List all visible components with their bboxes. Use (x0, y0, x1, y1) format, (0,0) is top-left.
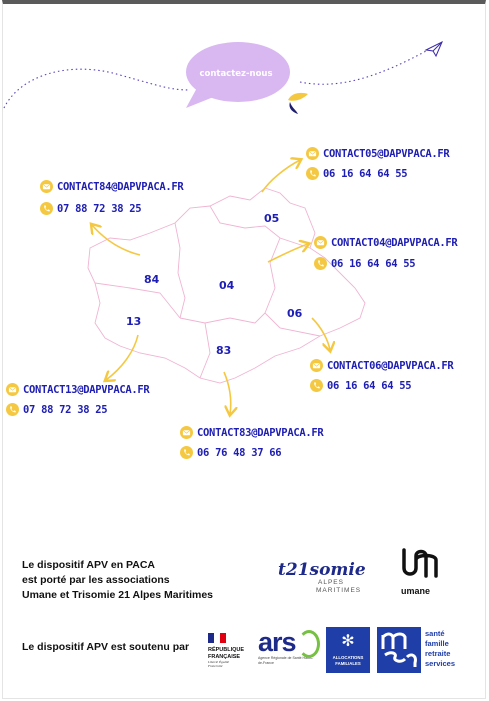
phone-text: 06 16 64 64 55 (323, 167, 408, 180)
msa-tagline (425, 629, 455, 669)
arrow-84 (92, 225, 140, 255)
msa-line-1: santé (425, 629, 445, 638)
msa-line-2: famille (425, 639, 449, 648)
trisomie-name: t21somie (278, 560, 366, 580)
trisomie-21-logo (278, 562, 388, 596)
phone-icon (180, 446, 193, 459)
department-04-label: 04 (219, 279, 235, 292)
contact-06-phone[interactable] (310, 379, 411, 392)
email-text: CONTACT13@DAPVPACA.FR (23, 383, 150, 396)
footer-line-3: Umane et Trisomie 21 Alpes Maritimes (22, 589, 214, 601)
ars-subtext: Agence Régionale de Santé Hauts-de-France (258, 656, 313, 665)
department-84-label: 84 (144, 273, 160, 286)
email-text: CONTACT84@DAPVPACA.FR (57, 180, 184, 193)
msa-line-4: services (425, 659, 456, 668)
department-05-label: 05 (264, 212, 280, 225)
contact-84-email[interactable] (40, 180, 183, 193)
umane-text: umane (401, 586, 431, 596)
email-icon (180, 426, 193, 439)
phone-text: 06 16 64 64 55 (327, 379, 412, 392)
email-text: CONTACT83@DAPVPACA.FR (197, 426, 324, 439)
trisomie-sub2: MARITIMES (316, 587, 362, 594)
contact-04-email[interactable] (314, 236, 457, 249)
phone-text: 06 16 64 64 55 (331, 257, 416, 270)
email-icon (306, 147, 319, 160)
republique-motto: Liberté Égalité Fraternité (208, 660, 230, 668)
email-icon (310, 359, 323, 372)
department-83-label: 83 (216, 344, 232, 357)
contact-bubble-label: contactez-nous (199, 69, 273, 79)
msa-logo (377, 627, 471, 673)
ars-logo (258, 628, 322, 672)
contact-83-email[interactable] (180, 426, 323, 439)
contact-13-email[interactable] (6, 383, 149, 396)
arrow-05 (262, 160, 300, 192)
ars-swoosh-icon (298, 630, 320, 658)
email-text: CONTACT04@DAPVPACA.FR (331, 236, 458, 249)
republique-francaise-logo (208, 628, 254, 672)
department-06-label: 06 (287, 307, 303, 320)
arrow-06 (312, 318, 330, 350)
marianne-flag-icon (208, 633, 226, 643)
contact-06-email[interactable] (310, 359, 453, 372)
contact-84-phone[interactable] (40, 202, 141, 215)
footer-line-2: est porté par les associations (22, 574, 170, 586)
phone-icon (40, 202, 53, 215)
contact-05-email[interactable] (306, 147, 449, 160)
phone-text: 07 88 72 38 25 (23, 403, 108, 416)
caf-logo (326, 627, 370, 673)
footer-carried-by (22, 558, 213, 603)
contact-13-phone[interactable] (6, 403, 107, 416)
contact-83-phone[interactable] (180, 446, 281, 459)
footer-line-1: Le dispositif APV en PACA (22, 559, 156, 571)
email-text: CONTACT05@DAPVPACA.FR (323, 147, 450, 160)
email-text: CONTACT06@DAPVPACA.FR (327, 359, 454, 372)
ars-text: ars (258, 627, 296, 657)
caf-line-2: FAMILIALES (335, 661, 361, 666)
email-icon (314, 236, 327, 249)
msa-mark-icon (377, 627, 421, 673)
phone-icon (6, 403, 19, 416)
footer-supported-by: Le dispositif APV est soutenu par (22, 641, 190, 653)
department-13-label: 13 (126, 315, 142, 328)
trisomie-sub: ALPES (318, 579, 344, 586)
republique-line-2: FRANÇAISE (208, 653, 241, 660)
phone-text: 07 88 72 38 25 (57, 202, 142, 215)
phone-icon (306, 167, 319, 180)
phone-text: 06 76 48 37 66 (197, 446, 282, 459)
arrow-13 (106, 335, 138, 380)
arrow-83 (224, 372, 231, 414)
umane-mark-icon (398, 546, 442, 582)
snowflake-icon: ✻ (341, 631, 355, 650)
republique-line-1: RÉPUBLIQUE (208, 647, 245, 653)
email-icon (6, 383, 19, 396)
arrow-04 (268, 244, 308, 262)
phone-icon (310, 379, 323, 392)
msa-line-3: retraite (425, 649, 451, 658)
contact-04-phone[interactable] (314, 257, 415, 270)
umane-logo (398, 546, 448, 602)
phone-icon (314, 257, 327, 270)
email-icon (40, 180, 53, 193)
caf-line-1: ALLOCATIONS (332, 655, 364, 660)
contact-05-phone[interactable] (306, 167, 407, 180)
